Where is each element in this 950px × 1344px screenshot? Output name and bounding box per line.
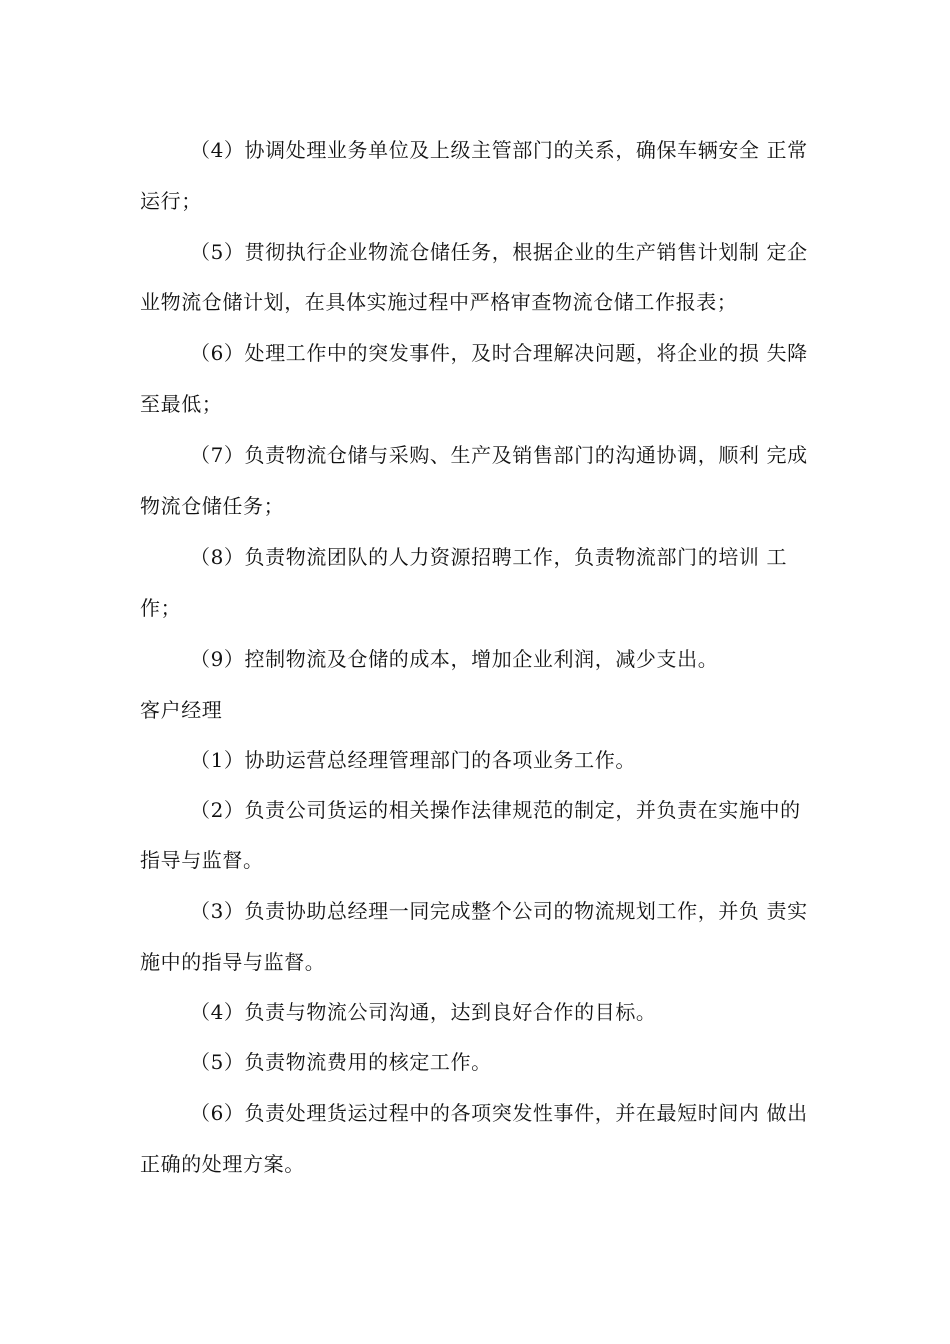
paragraph-line: 作； <box>140 596 182 620</box>
paragraph-line: （9）控制物流及仓储的成本，增加企业利润，减少支出。 <box>190 647 719 671</box>
paragraph-line: 业物流仓储计划，在具体实施过程中严格审查物流仓储工作报表； <box>140 290 738 314</box>
paragraph-line: （7）负责物流仓储与采购、生产及销售部门的沟通协调，顺利 完成 <box>190 443 808 467</box>
paragraph-line: （5）贯彻执行企业物流仓储任务，根据企业的生产销售计划制 定企 <box>190 240 808 264</box>
paragraph-line: 物流仓储任务； <box>140 494 285 518</box>
paragraph-line: （3）负责协助总经理一同完成整个公司的物流规划工作，并负 责实 <box>190 899 808 923</box>
paragraph-line: （5）负责物流费用的核定工作。 <box>190 1050 492 1074</box>
paragraph-line: （4）协调处理业务单位及上级主管部门的关系，确保车辆安全 正常 <box>190 138 808 162</box>
paragraph-line: 施中的指导与监督。 <box>140 950 326 974</box>
paragraph-line: 指导与监督。 <box>140 848 264 872</box>
paragraph-line: 正确的处理方案。 <box>140 1152 305 1176</box>
paragraph-line: 至最低； <box>140 392 223 416</box>
section-heading: 客户经理 <box>140 698 223 722</box>
paragraph-line: （4）负责与物流公司沟通，达到良好合作的目标。 <box>190 1000 657 1024</box>
paragraph-line: 运行； <box>140 189 202 213</box>
paragraph-line: （1）协助运营总经理管理部门的各项业务工作。 <box>190 748 636 772</box>
paragraph-line: （6）处理工作中的突发事件，及时合理解决问题，将企业的损 失降 <box>190 341 808 365</box>
paragraph-line: （2）负责公司货运的相关操作法律规范的制定，并负责在实施中的 <box>190 798 801 822</box>
paragraph-line: （8）负责物流团队的人力资源招聘工作，负责物流部门的培训 工 <box>190 545 788 569</box>
paragraph-line: （6）负责处理货运过程中的各项突发性事件，并在最短时间内 做出 <box>190 1101 808 1125</box>
